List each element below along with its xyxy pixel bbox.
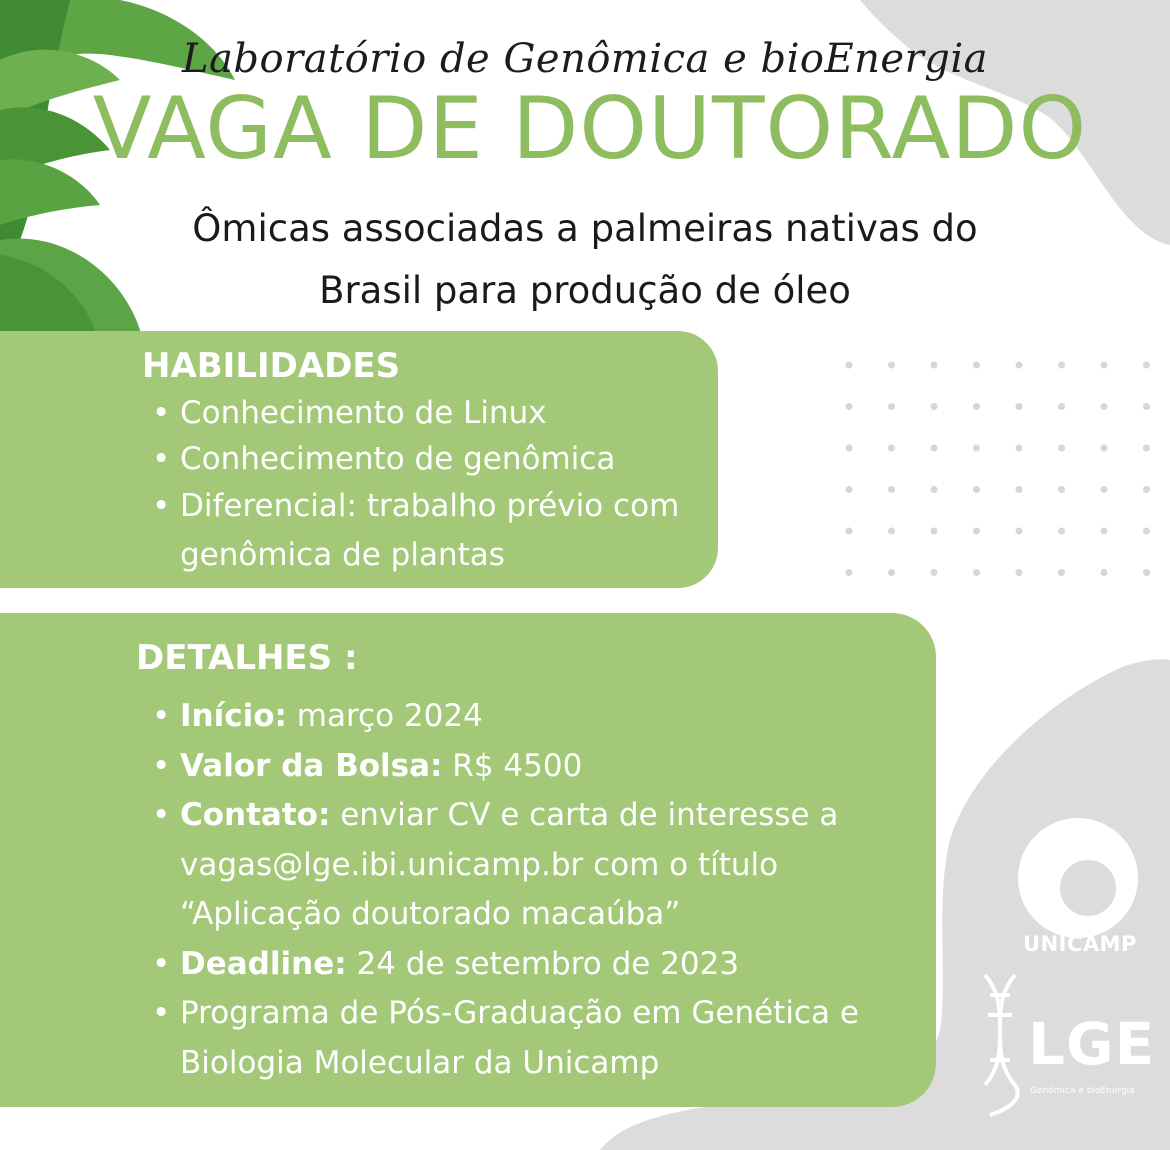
detail-value: enviar CV e carta de interesse a vagas@lge.ibi.unicamp.br com o título “Aplicação doutorado macaúba” (180, 797, 839, 932)
dot (846, 528, 853, 535)
dot (973, 362, 980, 369)
dot (973, 569, 980, 576)
detail-value: R$ 4500 (442, 747, 583, 784)
detail-value: Programa de Pós-Graduação em Genética e Biologia Molecular da Unicamp (180, 995, 859, 1081)
lge-tagline: Genômica e bioEnergia (1030, 1086, 1135, 1096)
dot (1143, 445, 1150, 452)
dot (1058, 403, 1065, 410)
dot (888, 445, 895, 452)
dot (1058, 362, 1065, 369)
dot (931, 528, 938, 535)
dot (1101, 362, 1108, 369)
dot-grid-pattern (846, 362, 1151, 577)
dot (1101, 445, 1108, 452)
dot (846, 445, 853, 452)
dot (846, 403, 853, 410)
unicamp-logo-icon (1018, 818, 1138, 938)
dot (1101, 569, 1108, 576)
lab-name: Laboratório de Genômica e bioEnergia (182, 36, 988, 82)
list-item: • Conhecimento de genômica (152, 436, 712, 482)
detail-label: Valor da Bolsa: (180, 747, 443, 784)
dot (1016, 403, 1023, 410)
dot (931, 403, 938, 410)
subtitle-line-1: Ômicas associadas a palmeiras nativas do (192, 207, 978, 250)
details-list (152, 692, 922, 1088)
dot (846, 569, 853, 576)
dot (888, 362, 895, 369)
dot (973, 486, 980, 493)
list-item: • Diferencial: trabalho prévio com genômica de plantas (152, 482, 712, 580)
dot (1143, 486, 1150, 493)
dot (1101, 486, 1108, 493)
detail-label: Início: (180, 698, 287, 734)
dot (1016, 362, 1023, 369)
dot (888, 403, 895, 410)
dot (888, 528, 895, 535)
dot (1058, 569, 1065, 576)
page-title: VAGA DE DOUTORADO (92, 79, 1088, 179)
dot (1143, 569, 1150, 576)
list-item (152, 940, 922, 990)
dot (1058, 445, 1065, 452)
dot (846, 362, 853, 369)
dot (1101, 403, 1108, 410)
dot (846, 486, 853, 493)
dot (1058, 528, 1065, 535)
dot (1143, 403, 1150, 410)
dot (931, 486, 938, 493)
dot (931, 362, 938, 369)
list-item (152, 692, 922, 742)
dot (931, 445, 938, 452)
subtitle (100, 198, 1070, 322)
dot (1143, 528, 1150, 535)
dot (1101, 528, 1108, 535)
detail-value: março 2024 (286, 698, 483, 734)
details-heading: DETALHES : (136, 638, 358, 678)
subtitle-line-2: Brasil para produção de óleo (319, 269, 851, 312)
dot (973, 445, 980, 452)
dot (1016, 528, 1023, 535)
dot (973, 403, 980, 410)
list-item (152, 742, 922, 792)
dot (1143, 362, 1150, 369)
dot (973, 528, 980, 535)
detail-label: Contato: (180, 797, 331, 833)
detail-label: Deadline: (180, 945, 347, 982)
list-item: • Conhecimento de Linux (152, 390, 712, 436)
dot (931, 569, 938, 576)
dot (1016, 569, 1023, 576)
skills-heading: HABILIDADES (142, 346, 401, 386)
skills-list (152, 390, 712, 580)
dot (888, 569, 895, 576)
lge-logo-text: LGE (1028, 1010, 1156, 1078)
dot (888, 486, 895, 493)
list-item (152, 791, 922, 940)
detail-value: 24 de setembro de 2023 (346, 945, 740, 982)
unicamp-logo-text: UNICAMP (1023, 932, 1137, 956)
list-item (152, 989, 922, 1088)
dot (1016, 445, 1023, 452)
dot (1058, 486, 1065, 493)
dot (1016, 486, 1023, 493)
